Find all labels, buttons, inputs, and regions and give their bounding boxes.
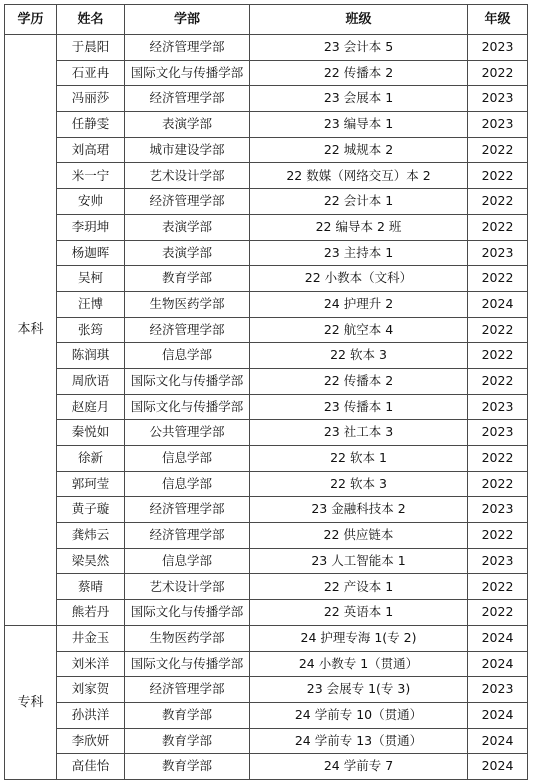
student-name: 龚炜云 [57,523,125,549]
department: 教育学部 [125,754,250,780]
table-row [5,677,528,703]
grade-year: 2022 [468,137,528,163]
education-level-cell: 本科 [5,35,57,626]
student-name: 冯丽莎 [57,86,125,112]
student-name: 于晨阳 [57,35,125,61]
student-name: 郭珂莹 [57,471,125,497]
student-name: 杨迦晖 [57,240,125,266]
class-name: 23 会展专 1(专 3) [250,677,468,703]
table-row [5,291,528,317]
department: 信息学部 [125,548,250,574]
class-name: 22 航空本 4 [250,317,468,343]
student-name: 刘高珺 [57,137,125,163]
class-name: 22 软本 1 [250,446,468,472]
grade-year: 2022 [468,214,528,240]
table-row [5,240,528,266]
grade-year: 2022 [468,446,528,472]
table-row [5,112,528,138]
table-row [5,548,528,574]
department: 国际文化与传播学部 [125,651,250,677]
student-name: 黄子璇 [57,497,125,523]
class-name: 23 传播本 1 [250,394,468,420]
grade-year: 2024 [468,291,528,317]
department: 经济管理学部 [125,317,250,343]
grade-year: 2022 [468,600,528,626]
department: 生物医药学部 [125,291,250,317]
department: 生物医药学部 [125,625,250,651]
grade-year: 2024 [468,651,528,677]
table-row [5,214,528,240]
department: 教育学部 [125,266,250,292]
class-name: 22 供应链本 [250,523,468,549]
class-name: 23 会计本 5 [250,35,468,61]
class-name: 22 编导本 2 班 [250,214,468,240]
table-row [5,189,528,215]
grade-year: 2023 [468,497,528,523]
table-row [5,394,528,420]
grade-year: 2023 [468,240,528,266]
class-name: 23 金融科技本 2 [250,497,468,523]
student-name: 孙洪洋 [57,702,125,728]
table-body [5,35,528,780]
department: 表演学部 [125,240,250,266]
table-row [5,651,528,677]
grade-year: 2024 [468,625,528,651]
department: 国际文化与传播学部 [125,394,250,420]
table-row [5,60,528,86]
department: 经济管理学部 [125,523,250,549]
table-row [5,368,528,394]
class-name: 24 小教专 1（贯通） [250,651,468,677]
class-name: 22 会计本 1 [250,189,468,215]
grade-year: 2023 [468,112,528,138]
table-row [5,137,528,163]
student-name: 赵庭月 [57,394,125,420]
student-name: 梁昊然 [57,548,125,574]
grade-year: 2022 [468,471,528,497]
header-education: 学历 [5,5,57,35]
table-row [5,86,528,112]
grade-year: 2024 [468,754,528,780]
class-name: 22 软本 3 [250,471,468,497]
grade-year: 2022 [468,574,528,600]
table-row [5,702,528,728]
department: 教育学部 [125,702,250,728]
class-name: 22 小教本（文科） [250,266,468,292]
header-department: 学部 [125,5,250,35]
class-name: 23 会展本 1 [250,86,468,112]
grade-year: 2023 [468,35,528,61]
grade-year: 2022 [468,266,528,292]
student-name: 李玥坤 [57,214,125,240]
class-name: 22 数媒（网络交互）本 2 [250,163,468,189]
student-name: 熊若丹 [57,600,125,626]
table-row [5,600,528,626]
grade-year: 2022 [468,317,528,343]
table-row [5,471,528,497]
table-row [5,728,528,754]
student-name: 陈润琪 [57,343,125,369]
department: 艺术设计学部 [125,574,250,600]
department: 表演学部 [125,112,250,138]
grade-year: 2022 [468,189,528,215]
department: 教育学部 [125,728,250,754]
class-name: 23 社工本 3 [250,420,468,446]
class-name: 23 主持本 1 [250,240,468,266]
class-name: 22 城规本 2 [250,137,468,163]
class-name: 22 产设本 1 [250,574,468,600]
department: 艺术设计学部 [125,163,250,189]
grade-year: 2023 [468,420,528,446]
table-header [5,5,528,35]
header-grade: 年级 [468,5,528,35]
table-row [5,754,528,780]
class-name: 24 学前专 10（贯通） [250,702,468,728]
student-table [4,4,528,780]
grade-year: 2022 [468,343,528,369]
class-name: 22 传播本 2 [250,60,468,86]
student-name: 吴柯 [57,266,125,292]
table-row [5,446,528,472]
student-name: 安帅 [57,189,125,215]
class-name: 24 护理专海 1(专 2) [250,625,468,651]
class-name: 22 传播本 2 [250,368,468,394]
grade-year: 2023 [468,677,528,703]
class-name: 22 英语本 1 [250,600,468,626]
class-name: 22 软本 3 [250,343,468,369]
student-name: 秦悦如 [57,420,125,446]
student-name: 高佳怡 [57,754,125,780]
department: 表演学部 [125,214,250,240]
grade-year: 2022 [468,368,528,394]
department: 经济管理学部 [125,677,250,703]
grade-year: 2023 [468,86,528,112]
table-row [5,266,528,292]
table-row [5,35,528,61]
class-name: 24 学前专 13（贯通） [250,728,468,754]
education-level-cell: 专科 [5,625,57,779]
table-row [5,574,528,600]
table-row [5,625,528,651]
header-class: 班级 [250,5,468,35]
department: 国际文化与传播学部 [125,60,250,86]
header-name: 姓名 [57,5,125,35]
department: 公共管理学部 [125,420,250,446]
header-row [5,5,528,35]
table-row [5,497,528,523]
student-name: 井金玉 [57,625,125,651]
grade-year: 2022 [468,523,528,549]
grade-year: 2023 [468,394,528,420]
department: 国际文化与传播学部 [125,600,250,626]
student-name: 汪博 [57,291,125,317]
class-name: 24 护理升 2 [250,291,468,317]
table-row [5,317,528,343]
student-name: 刘家贺 [57,677,125,703]
student-name: 米一宁 [57,163,125,189]
student-name: 蔡晴 [57,574,125,600]
grade-year: 2023 [468,548,528,574]
student-name: 石亚冉 [57,60,125,86]
department: 经济管理学部 [125,189,250,215]
department: 信息学部 [125,446,250,472]
grade-year: 2022 [468,60,528,86]
department: 经济管理学部 [125,86,250,112]
student-name: 李欣妍 [57,728,125,754]
table-row [5,420,528,446]
class-name: 23 编导本 1 [250,112,468,138]
department: 城市建设学部 [125,137,250,163]
class-name: 24 学前专 7 [250,754,468,780]
student-name: 任静雯 [57,112,125,138]
table-row [5,523,528,549]
student-name: 张筠 [57,317,125,343]
department: 信息学部 [125,343,250,369]
student-name: 周欣语 [57,368,125,394]
table-row [5,343,528,369]
department: 经济管理学部 [125,497,250,523]
student-name: 刘米洋 [57,651,125,677]
table-row [5,163,528,189]
grade-year: 2022 [468,163,528,189]
department: 国际文化与传播学部 [125,368,250,394]
grade-year: 2024 [468,702,528,728]
class-name: 23 人工智能本 1 [250,548,468,574]
grade-year: 2024 [468,728,528,754]
student-name: 徐新 [57,446,125,472]
department: 经济管理学部 [125,35,250,61]
department: 信息学部 [125,471,250,497]
